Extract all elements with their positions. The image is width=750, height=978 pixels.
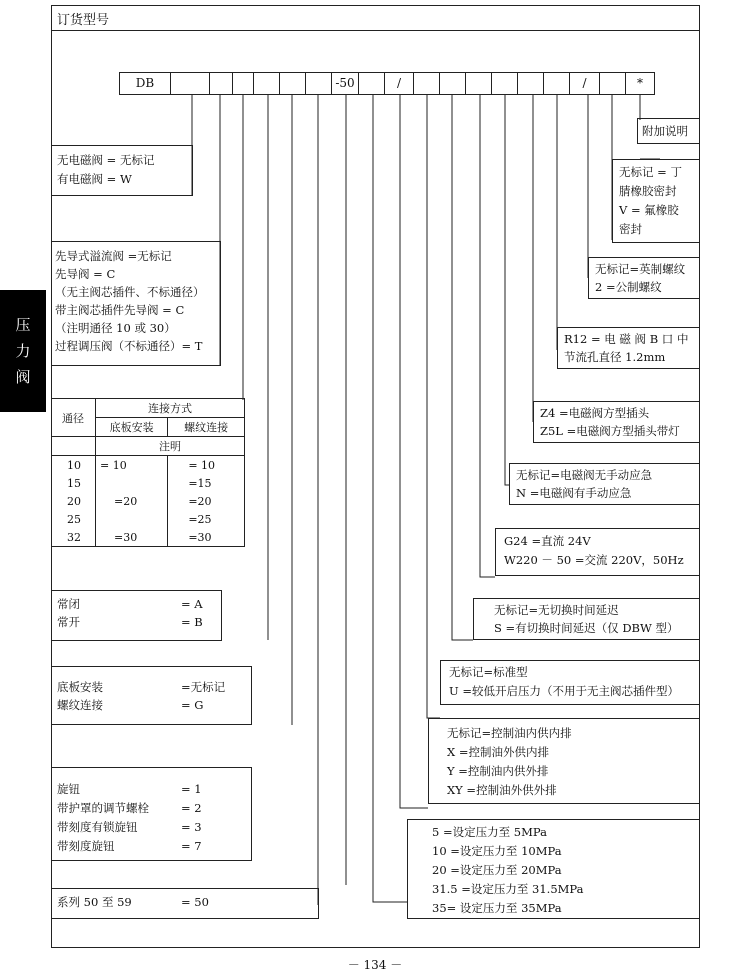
connect-sub1: 底板安装 <box>96 418 168 437</box>
box-pilot: 先导式溢流阀 =无标记 先导阀 = C （无主阀芯插件、不标通径） 带主阀芯插件先导阀 = C （注明通径 10 或 30） 过程调压阀（不标通径）= T <box>51 241 221 366</box>
code-cell <box>170 72 210 95</box>
box-delay: 无标记=无切换时间延迟 S =有切换时间延迟（仅 DBW 型） <box>473 598 700 640</box>
box-attach: 附加说明 <box>637 118 700 144</box>
box-oil: 无标记=控制油内供内排 X =控制油外供内排 Y =控制油内供外排 XY =控制油外供外排 <box>428 718 700 804</box>
code-cell <box>358 72 385 95</box>
code-cell <box>517 72 544 95</box>
code-cell <box>209 72 233 95</box>
side-tab-char: 压 <box>15 316 31 334</box>
connect-header: 连接方式 <box>96 399 245 418</box>
box-mount: 底板安装 =无标记 螺纹连接 = G <box>51 666 252 725</box>
side-tab-char: 力 <box>15 342 31 360</box>
code-cell <box>253 72 280 95</box>
code-series: -50 <box>331 72 359 95</box>
code-slash: / <box>384 72 414 95</box>
code-prefix: DB <box>119 72 171 95</box>
box-thread: 无标记=英制螺纹 2 =公制螺纹 <box>588 257 700 299</box>
box-adjust: 旋钮 = 1 带护罩的调节螺栓 = 2 带刻度有锁旋钮 = 3 带刻度旋钮 = 7 <box>51 767 252 861</box>
code-cell <box>465 72 492 95</box>
box-solenoid: 无电磁阀 = 无标记 有电磁阀 = W <box>51 145 193 196</box>
code-cell <box>232 72 254 95</box>
box-seal: 无标记 = 丁 腈橡胶密封 V = 氟橡胶 密封 <box>612 159 700 243</box>
box-series: 系列 50 至 59 = 50 <box>51 888 319 919</box>
box-plug: Z4 =电磁阀方型插头 Z5L =电磁阀方型插头带灯 <box>533 401 700 443</box>
code-star: * <box>625 72 655 95</box>
code-cell <box>279 72 306 95</box>
code-cell <box>305 72 332 95</box>
size-table: 通径 连接方式 底板安装 螺纹连接 注明 10 = 10 = 10 15 =15 20 =20 =20 25 =25 32 =30 =30 <box>51 398 245 547</box>
box-pressure: 5 =设定压力至 5MPa 10 =设定压力至 10MPa 20 =设定压力至 20MPa 31.5 =设定压力至 31.5MPa 35= 设定压力至 35MPa <box>407 819 700 919</box>
code-cell <box>413 72 440 95</box>
code-slash: / <box>569 72 600 95</box>
box-manual: 无标记=电磁阀无手动应急 N =电磁阀有手动应急 <box>509 463 700 505</box>
code-cell <box>439 72 466 95</box>
code-cell <box>543 72 570 95</box>
box-orifice: R12 = 电 磁 阀 B 口 中 节流孔直径 1.2mm <box>557 327 700 369</box>
box-type: 无标记=标准型 U =较低开启压力（不用于无主阀芯插件型） <box>440 660 700 705</box>
page-number: － 134 － <box>347 958 403 972</box>
connect-sub2: 螺纹连接 <box>168 418 245 437</box>
note-header: 注明 <box>96 437 245 456</box>
code-cell <box>491 72 518 95</box>
side-tab-char: 阀 <box>15 368 31 386</box>
box-normal: 常闭 = A 常开 = B <box>51 590 222 641</box>
box-voltage: G24 =直流 24V W220 － 50 =交流 220V，50Hz <box>495 528 700 576</box>
code-cell <box>599 72 626 95</box>
header-title: 订货型号 <box>57 13 110 28</box>
size-col-header: 通径 <box>51 399 96 437</box>
